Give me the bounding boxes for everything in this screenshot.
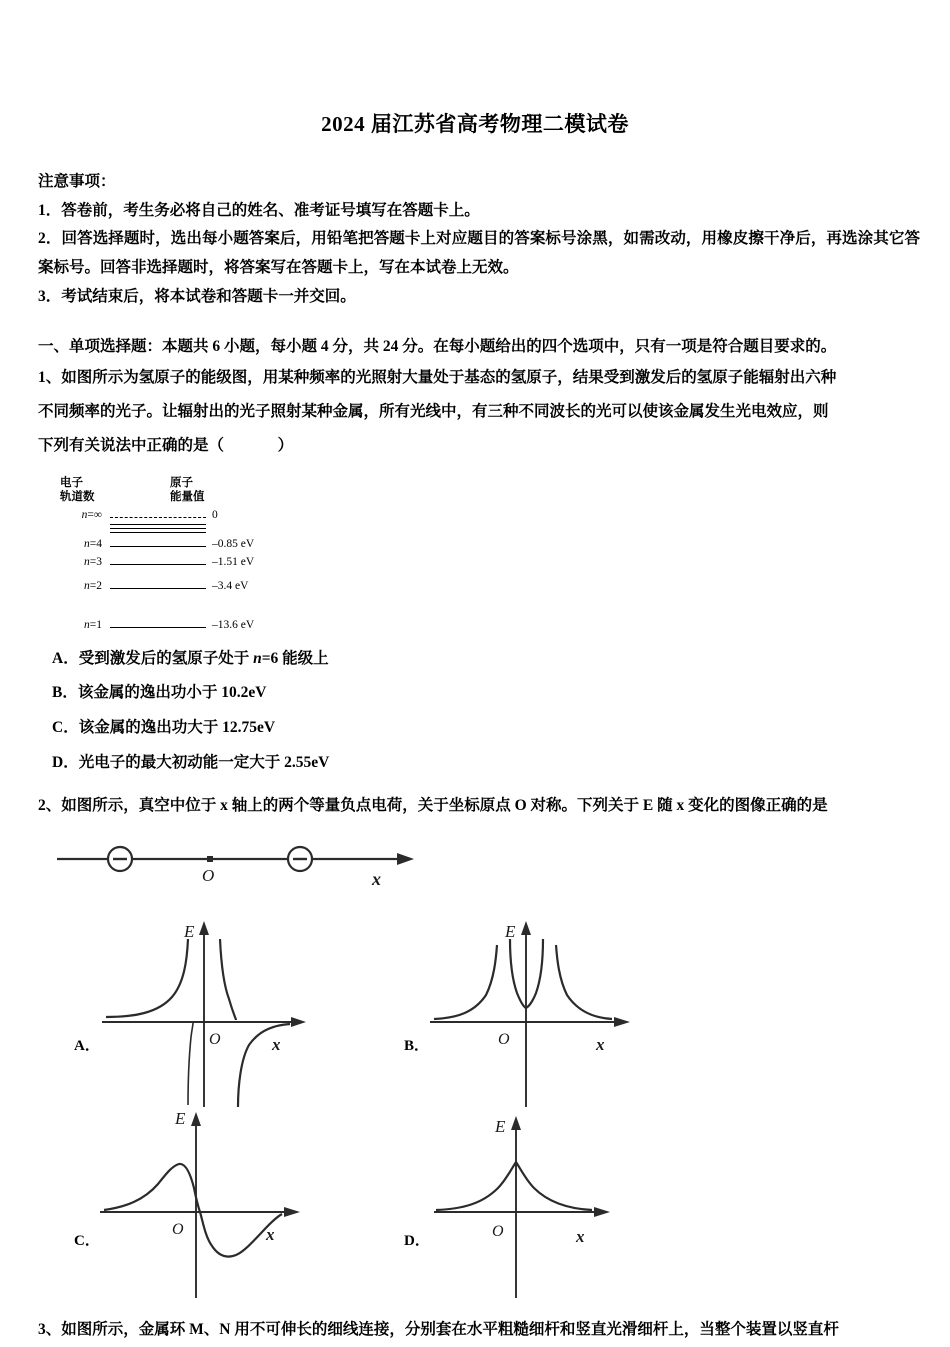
- level-label-n-4: [56, 538, 102, 550]
- graph-c-x-arrow: [284, 1207, 300, 1217]
- diagram-header-left-line2: 轨道数: [60, 490, 95, 503]
- level-value-n-infinity: 0: [212, 508, 218, 521]
- graph-b-svg: [416, 917, 666, 1112]
- level-4-n: n: [84, 579, 90, 592]
- section-one-heading: 一、单项选择题：本题共 6 小题，每小题 4 分，共 24 分。在每小题给出的四个选项中，只有一项是符合题目要求的。: [38, 338, 837, 356]
- level-2-n: n: [84, 537, 90, 550]
- graph-c-y-arrow: [191, 1112, 201, 1126]
- level-0-n: n: [81, 508, 88, 521]
- graph-option-c-letter: C．: [74, 1233, 100, 1250]
- option-a-italic: n: [253, 649, 262, 667]
- level-value-n-4: –0.85 eV: [212, 537, 255, 550]
- graph-a-x-label: x: [272, 1035, 281, 1055]
- level-0-eq: =∞: [87, 508, 102, 521]
- graph-option-c-figure: [86, 1112, 336, 1307]
- level-line-n-infinity: [110, 517, 206, 518]
- level-value-n-3: –1.51 eV: [212, 555, 255, 568]
- diagram-header-left: [60, 476, 95, 505]
- graph-option-a-figure: [86, 917, 336, 1112]
- level-5-eq: =1: [89, 618, 102, 631]
- page-title: 2024 届江苏省高考物理二模试卷: [321, 112, 629, 136]
- question-1-paren-close: ）: [277, 437, 294, 455]
- graph-d-origin-label: O: [492, 1223, 504, 1241]
- notice-item-1: 1．答卷前，考生务必将自己的姓名、准考证号填写在答题卡上。: [38, 201, 480, 219]
- graph-option-a-letter: A．: [74, 1038, 100, 1055]
- answer-blank: [224, 437, 278, 454]
- level-4-eq: =2: [89, 579, 102, 592]
- question-1-stem-line-1: 1、如图所示为氢原子的能级图，用某种频率的光照射大量处于基态的氢原子，结果受到激发后的氢原子能辐射出六种: [38, 369, 837, 387]
- graph-option-b-figure: [416, 917, 666, 1112]
- level-line-n-3: [110, 564, 206, 565]
- level-3-eq: =3: [89, 555, 102, 568]
- graph-option-c: [52, 1112, 382, 1307]
- option-a: [52, 642, 928, 677]
- graph-a-inner-right-branch: [220, 939, 236, 1020]
- option-b: [52, 676, 928, 711]
- graph-option-a: [52, 917, 382, 1112]
- graph-d-central-peak: [436, 1162, 592, 1210]
- graph-b-outer-right: [556, 945, 612, 1019]
- converging-level-line-3: [110, 532, 206, 533]
- question-2-graph-options: [38, 917, 932, 1307]
- graph-b-x-arrow: [614, 1017, 630, 1027]
- graph-b-outer-left: [434, 945, 497, 1019]
- level-3-n: n: [84, 555, 90, 568]
- question-1-stem-line-3: [38, 429, 928, 463]
- option-a-text-pre: 受到激发后的氢原子处于: [78, 649, 254, 667]
- x-axis-label: x: [372, 869, 381, 890]
- graph-d-svg: [416, 1112, 666, 1307]
- notice-item-3: 3．考试结束后，将本试卷和答题卡一并交回。: [38, 287, 356, 305]
- charge-axis-svg: [52, 829, 422, 907]
- graph-c-x-label: x: [266, 1225, 275, 1245]
- question-2-stem: 2、如图所示，真空中位于 x 轴上的两个等量负点电荷，关于坐标原点 O 对称。下列关于 E 随 x 变化的图像正确的是: [38, 797, 828, 815]
- option-b-letter: B．: [52, 684, 78, 702]
- level-2-eq: =4: [89, 537, 102, 550]
- charge-axis-figure: [52, 829, 422, 907]
- graph-a-x-arrow: [291, 1017, 306, 1027]
- graph-c-origin-label: O: [172, 1221, 184, 1239]
- question-3-stem: 3、如图所示，金属环 M、N 用不可伸长的细线连接，分别套在水平粗糙细杆和竖直光滑细杆上，当整个装置以竖直杆: [38, 1321, 839, 1339]
- option-d-letter: D．: [52, 754, 79, 772]
- option-b-text-pre: 该金属的逸出功小于 10.2eV: [77, 684, 267, 702]
- graph-d-x-arrow: [594, 1207, 610, 1217]
- option-a-text-post: =6 能级上: [261, 649, 329, 667]
- graph-b-inner-right: [526, 939, 543, 1008]
- graph-option-d-letter: D．: [404, 1233, 430, 1250]
- graph-b-inner-left: [510, 939, 526, 1008]
- graph-option-d-figure: [416, 1112, 666, 1307]
- option-c: [52, 711, 928, 746]
- graph-b-y-arrow: [521, 921, 531, 935]
- level-label-n-infinity: [56, 509, 102, 521]
- graph-a-y-label: E: [184, 922, 195, 942]
- graph-a-left-branch: [106, 939, 188, 1017]
- notice-heading: 注意事项：: [38, 173, 116, 190]
- converging-level-line-1: [110, 524, 206, 525]
- graph-option-b-letter: B．: [404, 1038, 430, 1055]
- graph-row-bottom: [52, 1112, 932, 1307]
- option-c-text-pre: 该金属的逸出功大于 12.75eV: [78, 719, 276, 737]
- graph-a-origin-label: O: [209, 1031, 221, 1049]
- converging-level-line-2: [110, 528, 206, 529]
- diagram-header-right-line1: 原子: [170, 476, 193, 489]
- level-line-n-2: [110, 588, 206, 589]
- graph-option-d: [382, 1112, 712, 1307]
- question-1-stem-line-2: 不同频率的光子。让辐射出的光子照射某种金属，所有光线中，有三种不同波长的光可以使该金属发生光电效应，则: [38, 403, 829, 421]
- option-a-letter: A．: [52, 649, 79, 667]
- option-c-letter: C．: [52, 719, 79, 737]
- diagram-header-left-line1: 电子: [60, 476, 83, 489]
- diagram-header-right: [170, 476, 205, 505]
- level-label-n-1: [56, 619, 102, 631]
- option-d-text-pre: 光电子的最大初动能一定大于 2.55eV: [78, 754, 330, 772]
- graph-c-y-label: E: [175, 1112, 186, 1129]
- level-value-n-1: –13.6 eV: [212, 618, 255, 631]
- graph-d-y-label: E: [495, 1117, 506, 1137]
- diagram-header-right-line2: 能量值: [170, 490, 205, 503]
- origin-label: O: [202, 866, 215, 886]
- notice-item-2: 2．回答选择题时，选出每小题答案后，用铅笔把答题卡上对应题目的答案标号涂黑，如需改动，用橡皮擦干净后，再选涂其它答案标号。回答非选择题时，将答案写在答题卡上，写在本试卷上无效。: [38, 230, 920, 277]
- graph-c-left-hump: [104, 1164, 200, 1212]
- graph-a-svg: [86, 917, 336, 1112]
- level-line-n-1: [110, 627, 206, 628]
- graph-b-y-label: E: [505, 922, 516, 942]
- level-label-n-3: [56, 556, 102, 568]
- graph-a-y-arrow: [199, 921, 209, 935]
- graph-a-right-lower-branch: [238, 1024, 290, 1107]
- option-d: [52, 746, 928, 781]
- graph-a-inner-left-lower: [188, 1023, 193, 1105]
- section-one: [0, 333, 950, 1347]
- graph-option-b: [382, 917, 712, 1112]
- question-1-options: [38, 642, 928, 782]
- level-value-n-2: –3.4 eV: [212, 579, 249, 592]
- level-label-n-2: [56, 580, 102, 592]
- graph-b-x-label: x: [596, 1035, 605, 1055]
- level-5-n: n: [84, 618, 90, 631]
- graph-d-x-label: x: [576, 1227, 585, 1247]
- question-3-block: [38, 1313, 928, 1347]
- level-line-n-4: [110, 546, 206, 547]
- graph-c-svg: [86, 1112, 336, 1307]
- notice-block: [0, 168, 950, 311]
- question-1-stem-tail: 下列有关说法中正确的是（: [38, 437, 225, 455]
- energy-level-diagram: [52, 476, 312, 636]
- graph-d-y-arrow: [511, 1116, 521, 1130]
- origin-dot: [207, 856, 213, 862]
- graph-b-origin-label: O: [498, 1031, 510, 1049]
- graph-row-top: [52, 917, 932, 1112]
- x-axis-arrowhead: [397, 853, 414, 865]
